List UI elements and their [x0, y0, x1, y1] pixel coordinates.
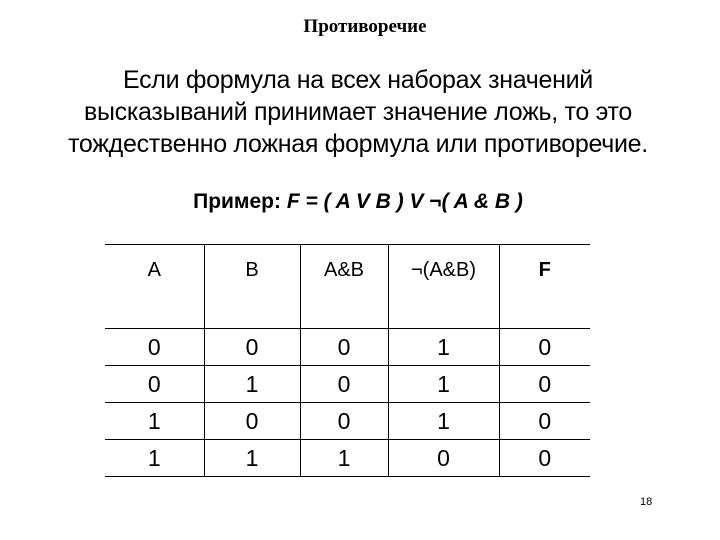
table-cell: 0 [499, 366, 590, 403]
table-cell: 0 [300, 366, 388, 403]
header-cell-f: F [499, 245, 590, 329]
table-cell: 0 [204, 329, 300, 366]
definition-line: Если формула на всех наборах значений [123, 66, 593, 94]
definition-line: высказываний принимает значение ложь, то это [83, 98, 633, 126]
table-row [105, 440, 590, 477]
table-header-row [105, 245, 590, 329]
table-cell: 1 [300, 440, 388, 477]
header-cell-a: A [105, 245, 204, 329]
table-cell: 1 [105, 440, 204, 477]
table-cell: 0 [499, 403, 590, 440]
table-cell: 1 [105, 403, 204, 440]
page-number: 18 [640, 496, 653, 508]
table-cell: 1 [204, 440, 300, 477]
table-cell: 0 [300, 329, 388, 366]
table-cell: 0 [105, 329, 204, 366]
table-cell: 0 [499, 440, 590, 477]
table-cell: 1 [388, 403, 499, 440]
header-cell-not-a-and-b: ¬(A&B) [388, 245, 499, 329]
table-row [105, 403, 590, 440]
table-cell: 1 [388, 366, 499, 403]
header-cell-b: B [204, 245, 300, 329]
slide-title: Противоречие [303, 16, 427, 37]
table-cell: 1 [388, 329, 499, 366]
table-row [105, 329, 590, 366]
example-formula: F = ( A V B ) V ¬( A & B ) [286, 190, 523, 213]
table-cell: 0 [300, 403, 388, 440]
example-line [0, 190, 716, 214]
truth-table [105, 244, 590, 477]
example-label: Пример: [193, 190, 281, 213]
table-cell: 1 [204, 366, 300, 403]
definition-line: тождественно ложная формула или противоречие. [68, 130, 648, 158]
definition-text [0, 64, 716, 160]
table-cell: 0 [204, 403, 300, 440]
table-cell: 0 [499, 329, 590, 366]
table-row [105, 366, 590, 403]
table-cell: 0 [388, 440, 499, 477]
header-cell-a-and-b: A&B [300, 245, 388, 329]
table-cell: 0 [105, 366, 204, 403]
